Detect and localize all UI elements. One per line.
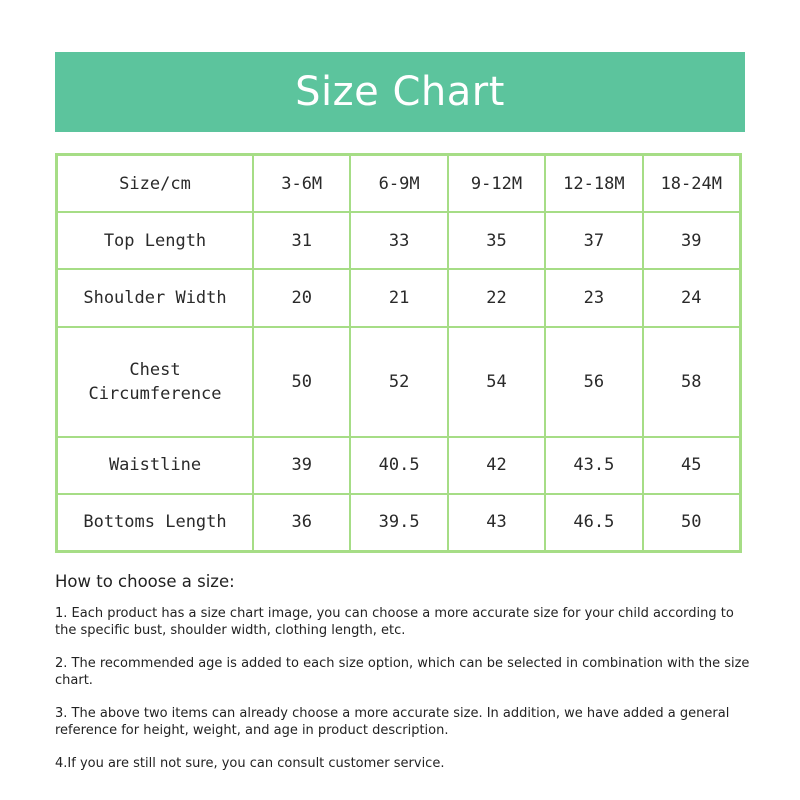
- row-label: Shoulder Width: [57, 269, 253, 326]
- header-cell-size: 12-18M: [545, 155, 642, 212]
- table-cell: 43.5: [545, 437, 642, 494]
- table-cell: 24: [643, 269, 740, 326]
- header-cell-size-unit: Size/cm: [57, 155, 253, 212]
- table-cell: 36: [253, 494, 350, 551]
- table-cell: 37: [545, 212, 642, 269]
- size-chart-banner: [55, 52, 745, 132]
- page-title: Size Chart: [295, 69, 505, 115]
- table-cell: 50: [253, 327, 350, 437]
- table-row-bottoms-length: [57, 494, 740, 551]
- table-cell: 46.5: [545, 494, 642, 551]
- table-cell: 33: [350, 212, 447, 269]
- table-row-top-length: [57, 212, 740, 269]
- header-cell-size: 3-6M: [253, 155, 350, 212]
- row-label: Chest Circumference: [57, 327, 253, 437]
- table-cell: 23: [545, 269, 642, 326]
- instructions-title: How to choose a size:: [55, 572, 235, 591]
- instruction-step: 4.If you are still not sure, you can consult customer service.: [55, 756, 445, 771]
- instruction-step: 3. The above two items can already choose a more accurate size. In addition, we have added a general reference for height, weight, and age in product description.: [55, 706, 730, 738]
- size-instructions: [55, 572, 755, 788]
- table-row-shoulder-width: [57, 269, 740, 326]
- header-cell-size: 6-9M: [350, 155, 447, 212]
- table-cell: 43: [448, 494, 545, 551]
- row-label: Waistline: [57, 437, 253, 494]
- header-cell-size: 18-24M: [643, 155, 740, 212]
- header-cell-size: 9-12M: [448, 155, 545, 212]
- table-cell: 31: [253, 212, 350, 269]
- table-row-waistline: [57, 437, 740, 494]
- table-cell: 39: [253, 437, 350, 494]
- table-cell: 20: [253, 269, 350, 326]
- table-cell: 52: [350, 327, 447, 437]
- table-cell: 54: [448, 327, 545, 437]
- table-cell: 42: [448, 437, 545, 494]
- table-cell: 40.5: [350, 437, 447, 494]
- row-label: Top Length: [57, 212, 253, 269]
- instruction-step: 2. The recommended age is added to each size option, which can be selected in combination with the size chart.: [55, 656, 750, 688]
- row-label: Bottoms Length: [57, 494, 253, 551]
- table-cell: 21: [350, 269, 447, 326]
- table-row-chest-circumference: [57, 327, 740, 437]
- table-cell: 50: [643, 494, 740, 551]
- table-cell: 58: [643, 327, 740, 437]
- table-cell: 35: [448, 212, 545, 269]
- table-cell: 39: [643, 212, 740, 269]
- table-cell: 45: [643, 437, 740, 494]
- table-cell: 22: [448, 269, 545, 326]
- size-table: [55, 153, 742, 553]
- table-header-row: [57, 155, 740, 212]
- table-cell: 39.5: [350, 494, 447, 551]
- instruction-step: 1. Each product has a size chart image, you can choose a more accurate size for your child according to the specific bust, shoulder width, clothing length, etc.: [55, 606, 734, 638]
- table-cell: 56: [545, 327, 642, 437]
